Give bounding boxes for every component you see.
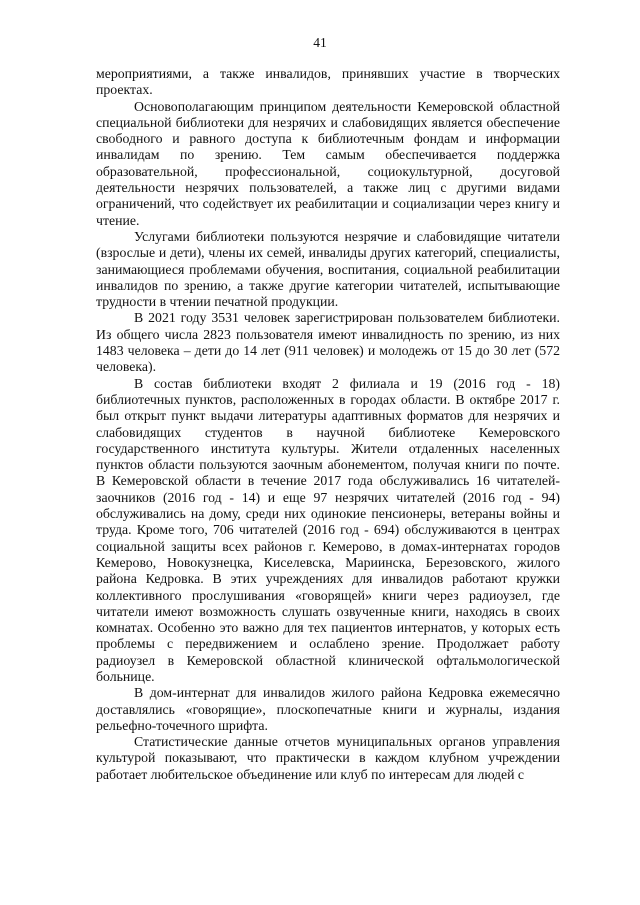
paragraph-registered-users: В 2021 году 3531 человек зарегистрирован пользователем библиотеки. Из общего числа 2823 пользователя имеют инвалидность по зрению, из них 1483 человека – дети до 14 лет (911 человек) и молодежь от 15 до 30 лет (572 человека). (96, 310, 560, 375)
paragraph-library-structure: В состав библиотеки входят 2 филиала и 19 (2016 год - 18) библиотечных пунктов, расположенных в городах области. В октябре 2017 г. был открыт пункт выдачи литературы адаптивных форматов для незрячих и слабовидящих студентов в научной библиотеке Кемеровского государственного института культуры. Жители отдаленных населенных пунктов области пользуются заочным абонементом, получая книги по почте. В Кемеровской области в течение 2017 года обслуживались 16 читателей-заочников (2016 год - 14) и еще 97 незрячих читателей (2016 год - 94) обслуживались на дому, среди них одинокие пенсионеры, ветераны войны и труда. Кроме того, 706 читателей (2016 год - 694) обслуживаются в центрах социальной защиты всех районов г. Кемерово, в домах-интернатах городов Кемерово, Новокузнецка, Киселевска, Мариинска, Березовского, жилого района Кедровка. В этих учреждениях для инвалидов работают кружки коллективного прослушивания «говорящей» книги через радиоузел, где читатели имеют возможность слушать озвученные книги, находясь в своих комнатах. Особенно это важно для тех пациентов интернатов, у которых есть проблемы с передвижением и ослаблено зрение. Продолжает работу радиоузел в Кемеровской областной клинической офтальмологической больнице. (96, 375, 560, 684)
paragraph-statistics: Статистические данные отчетов муниципальных органов управления культурой показывают, что практически в каждом клубном учреждении работает любительское объединение или клуб по интересам для людей с (96, 734, 560, 782)
paragraph-continuation: мероприятиями, а также инвалидов, принявших участие в творческих проектах. (96, 66, 560, 98)
paragraph-principle: Основополагающим принципом деятельности Кемеровской областной специальной библиотеки для незрячих и слабовидящих является обеспечение свободного и равного доступа к библиотечным фондам и информации инвалидам по зрению. Тем самым обеспечивается поддержка образовательной, профессиональной, социокультурной, досуговой деятельности незрячих пользователей, а также лиц с другими видами ограничений, что содействует их реабилитации и социализации через книгу и чтение. (96, 98, 560, 228)
page-number: 41 (313, 35, 327, 50)
paragraph-kedrovka-delivery: В дом-интернат для инвалидов жилого района Кедровка ежемесячно доставлялись «говорящие», плоскопечатные книги и журналы, издания рельефно-точечного шрифта. (96, 685, 560, 733)
paragraph-library-services: Услугами библиотеки пользуются незрячие и слабовидящие читатели (взрослые и дети), члены их семей, инвалиды других категорий, специалисты, занимающиеся проблемами обучения, воспитания, социальной реабилитации инвалидов по зрению, а также другие категории читателей, испытывающие трудности в чтении печатной продукции. (96, 228, 560, 310)
body-text (96, 66, 560, 783)
